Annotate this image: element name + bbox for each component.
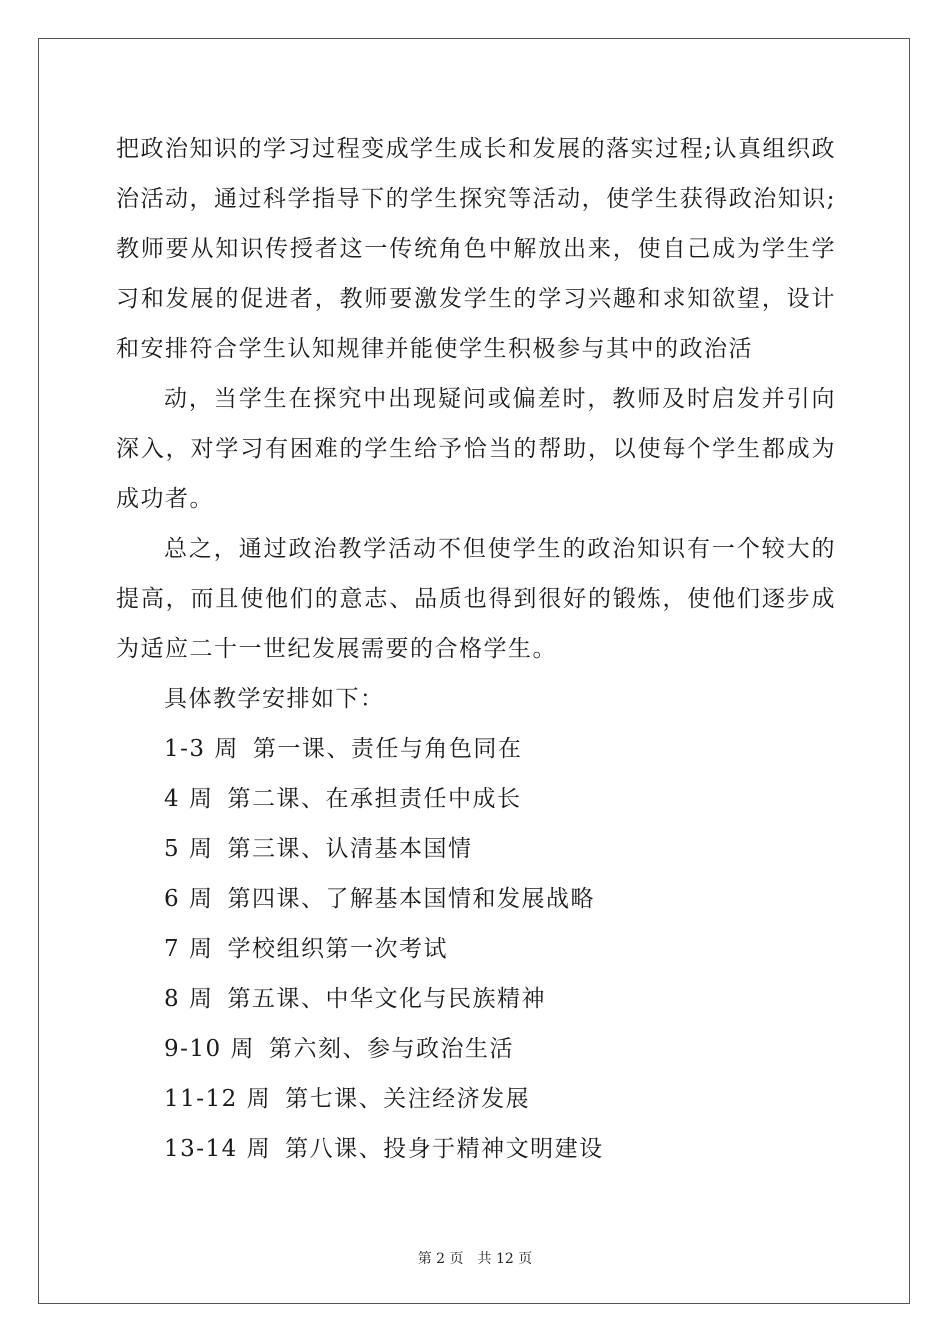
schedule-item xyxy=(116,824,836,874)
schedule-content: 第一课、责任与角色同在 xyxy=(252,736,523,762)
schedule-content: 第二课、在承担责任中成长 xyxy=(227,786,522,812)
schedule-week: 8 周 xyxy=(164,986,214,1012)
document-body xyxy=(116,124,836,1174)
schedule-content: 第四课、了解基本国情和发展战略 xyxy=(227,886,595,912)
schedule-content: 第八课、投身于精神文明建设 xyxy=(285,1136,604,1162)
schedule-item xyxy=(116,874,836,924)
schedule-content: 第五课、中华文化与民族精神 xyxy=(227,986,546,1012)
schedule-week: 7 周 xyxy=(164,936,214,962)
paragraph: 把政治知识的学习过程变成学生成长和发展的落实过程;认真组织政治活动，通过科学指导下的学生探究等活动，使学生获得政治知识;教师要从知识传授者这一传统角色中解放出来，使自己成为学生学习和发展的促进者，教师要激发学生的学习兴趣和求知欲望，设计和安排符合学生认知规律并能使学生积极参与其中的政治活 xyxy=(116,136,836,362)
schedule-item xyxy=(116,724,836,774)
paragraph: 总之，通过政治教学活动不但使学生的政治知识有一个较大的提高，而且使他们的意志、品质也得到很好的锻炼，使他们逐步成为适应二十一世纪发展需要的合格学生。 xyxy=(116,536,836,662)
schedule-content: 第三课、认清基本国情 xyxy=(227,836,473,862)
paragraph: 动，当学生在探究中出现疑问或偏差时，教师及时启发并引向深入，对学习有困难的学生给予恰当的帮助，以使每个学生都成为成功者。 xyxy=(116,386,836,512)
schedule-content: 学校组织第一次考试 xyxy=(227,936,448,962)
schedule-item xyxy=(116,1074,836,1124)
schedule-week: 1-3 周 xyxy=(164,736,239,762)
schedule-item xyxy=(116,1124,836,1174)
page-total: 共 12 页 xyxy=(477,1251,533,1267)
schedule-content: 第六刻、参与政治生活 xyxy=(268,1036,514,1062)
schedule-list xyxy=(116,724,836,1174)
page-number: 第 2 页 xyxy=(417,1251,464,1267)
schedule-item xyxy=(116,1024,836,1074)
schedule-week: 4 周 xyxy=(164,786,214,812)
schedule-week: 9-10 周 xyxy=(164,1036,255,1062)
schedule-week: 6 周 xyxy=(164,886,214,912)
schedule-heading: 具体教学安排如下： xyxy=(164,686,385,712)
schedule-week: 5 周 xyxy=(164,836,214,862)
schedule-item xyxy=(116,974,836,1024)
schedule-week: 13-14 周 xyxy=(164,1136,272,1162)
schedule-item xyxy=(116,774,836,824)
page-footer xyxy=(0,1248,950,1268)
schedule-content: 第七课、关注经济发展 xyxy=(285,1086,531,1112)
schedule-item xyxy=(116,924,836,974)
schedule-week: 11-12 周 xyxy=(164,1086,272,1112)
